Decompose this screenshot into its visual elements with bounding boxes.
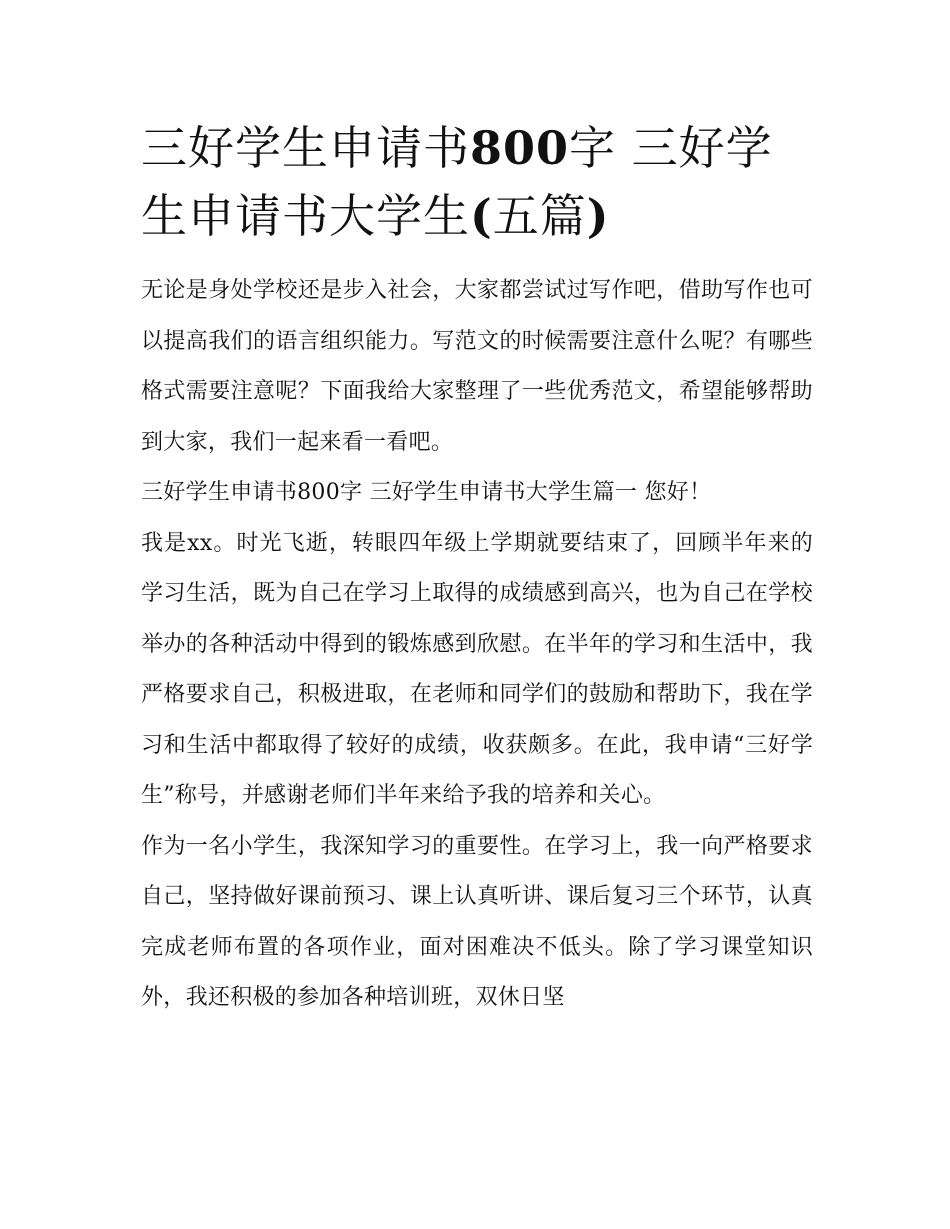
body-paragraph: 作为一名小学生，我深知学习的重要性。在学习上，我一向严格要求自己，坚持做好课前预习、课上认真听讲、课后复习三个环节，认真完成老师布置的各项作业，面对困难决不低头。除了学习课堂知识外，我还积极的参加各种培训班，双休日坚 <box>141 833 813 1010</box>
document-title <box>141 114 813 250</box>
title-part-2: 800 <box>470 121 570 175</box>
title-part-3: 字 三好学生申请书大学生 <box>141 121 773 243</box>
title-part-5: 五篇 <box>492 189 587 243</box>
document-body <box>141 114 813 1024</box>
body-paragraph: 我是xx。时光飞逝，转眼四年级上学期就要结束了，回顾半年来的学习生活，既为自己在学习上取得的成绩感到高兴，也为自己在学校举办的各种活动中得到的锻炼感到欣慰。在半年的学习和生活中，我严格要求自己，积极进取，在老师和同学们的鼓励和帮助下，我在学习和生活中都取得了较好的成绩，收获颇多。在此，我申请“三好学生”称号，并感谢老师们半年来给予我的培养和关心。 <box>141 530 813 808</box>
title-part-6: ) <box>586 189 610 243</box>
title-part-4: ( <box>470 189 493 243</box>
title-part-1: 三好学生申请书 <box>141 121 470 175</box>
intro-paragraph: 无论是身处学校还是步入社会，大家都尝试过写作吧，借助写作也可以提高我们的语言组织能力。写范文的时候需要注意什么呢？有哪些格式需要注意呢？下面我给大家整理了一些优秀范文，希望能够帮助到大家，我们一起来看一看吧。 <box>141 278 813 455</box>
section-heading-paragraph: 三好学生申请书800字 三好学生申请书大学生篇一 您好！ <box>141 480 712 505</box>
